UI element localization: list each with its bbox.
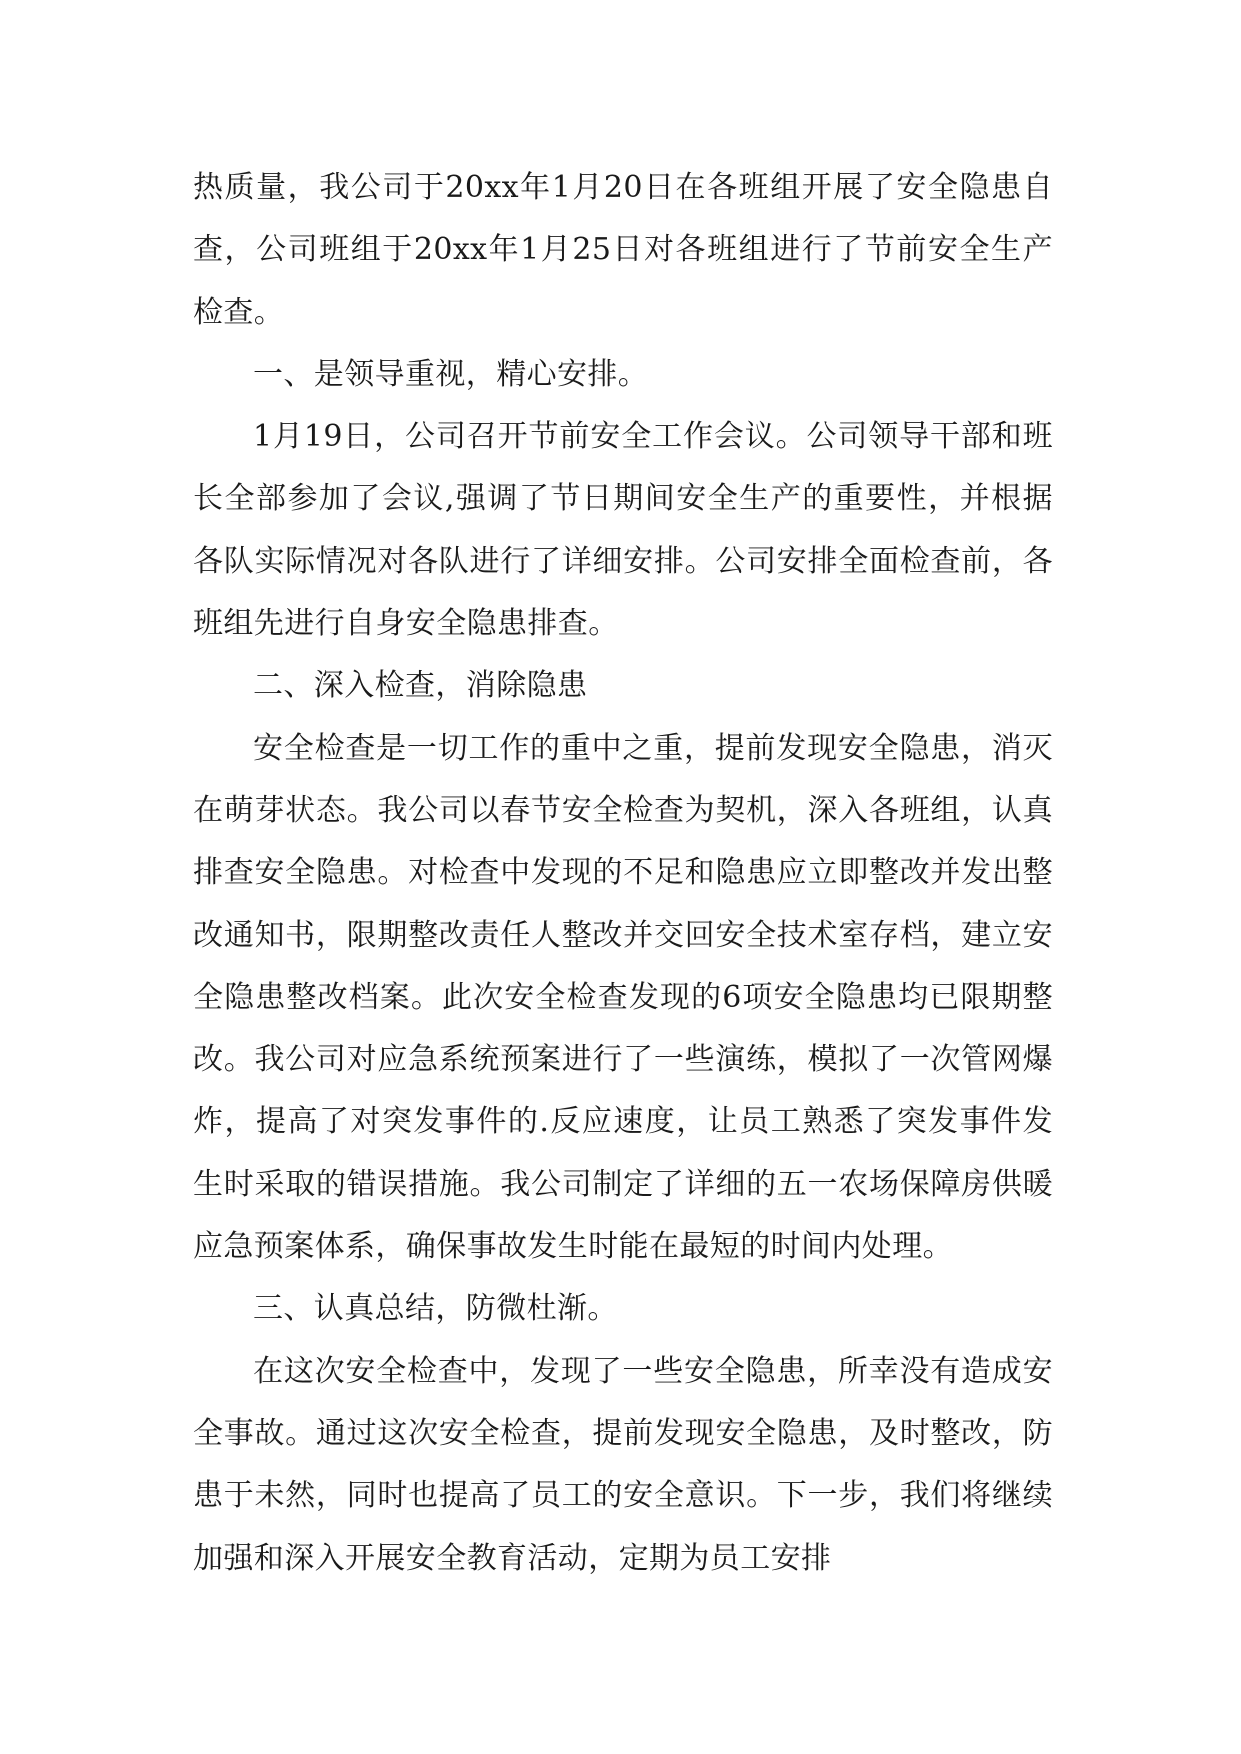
heading-section-3: 三、认真总结，防微杜渐。 (253, 1291, 618, 1327)
paragraph-section-3: 在这次安全检查中，发现了一些安全隐患，所幸没有造成安全事故。通过这次安全检查，提前发现安全隐患，及时整改，防患于未然，同时也提高了员工的安全意识。下一步，我们将继续加强和深入开展安全教育活动，定期为员工安排 (193, 1353, 1053, 1576)
heading-section-2: 二、深入检查，消除隐患 (253, 668, 588, 704)
heading-section-1: 一、是领导重视，精心安排。 (253, 356, 649, 392)
paragraph-section-1: 1月19日，公司召开节前安全工作会议。公司领导干部和班长全部参加了会议,强调了节日期间安全生产的重要性，并根据各队实际情况对各队进行了详细安排。公司安排全面检查前，各班组先进行自身安全隐患排查。 (193, 419, 1053, 642)
paragraph-section-2: 安全检查是一切工作的重中之重，提前发现安全隐患，消灭在萌芽状态。我公司以春节安全检查为契机，深入各班组，认真排查安全隐患。对检查中发现的不足和隐患应立即整改并发出整改通知书，限期整改责任人整改并交回安全技术室存档，建立安全隐患整改档案。此次安全检查发现的6项安全隐患均已限期整改。我公司对应急系统预案进行了一些演练，模拟了一次管网爆炸，提高了对突发事件的.反应速度，让员工熟悉了突发事件发生时采取的错误措施。我公司制定了详细的五一农场保障房供暖应急预案体系，确保事故发生时能在最短的时间内处理。 (193, 730, 1053, 1265)
document-body (193, 157, 1053, 1590)
paragraph-intro-continued: 热质量，我公司于20xx年1月20日在各班组开展了安全隐患自查，公司班组于20xx年1月25日对各班组进行了节前安全生产检查。 (193, 170, 1053, 330)
